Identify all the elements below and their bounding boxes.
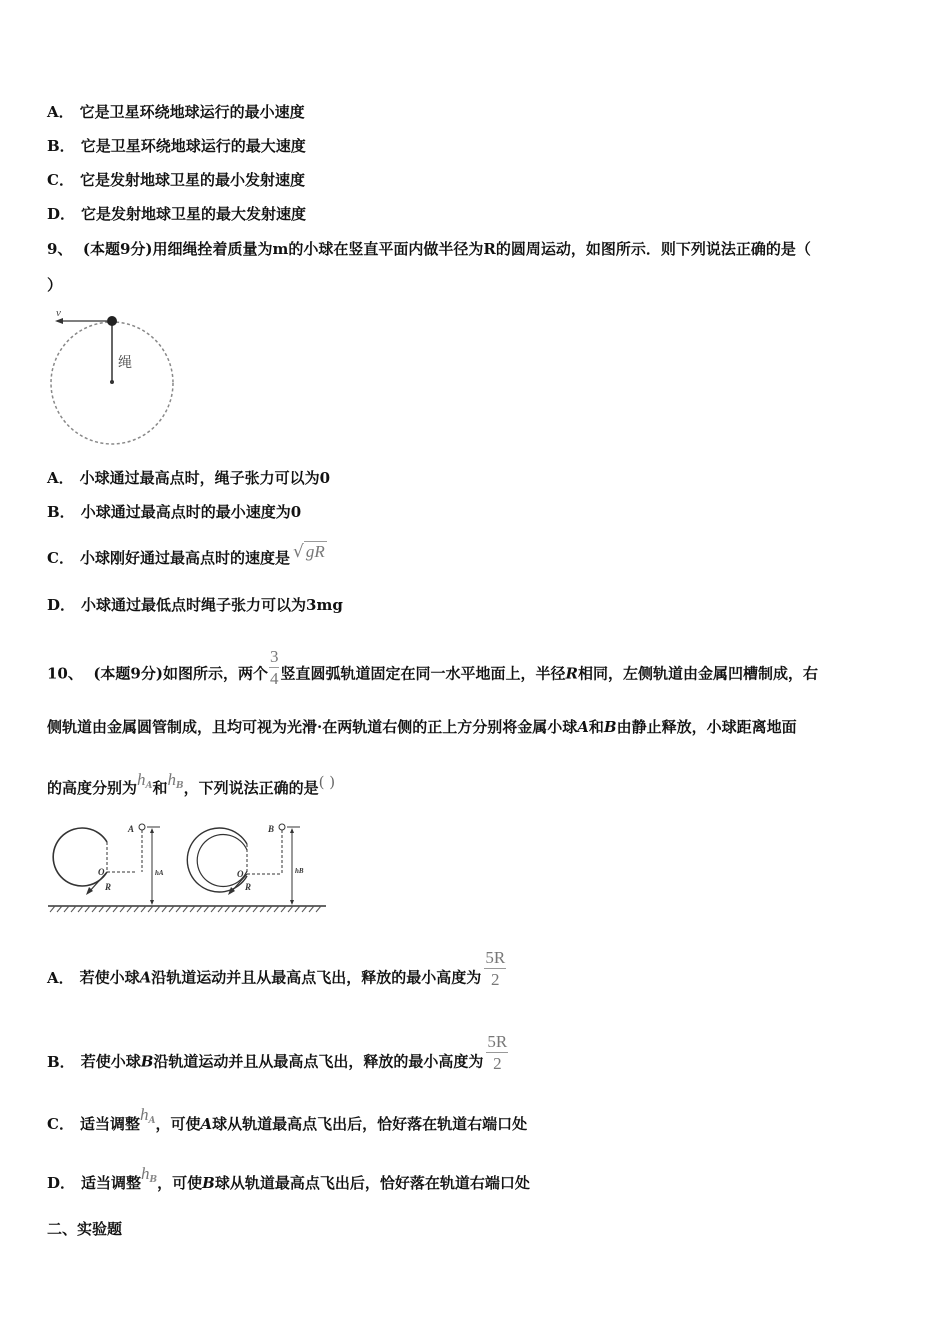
q9-option-b: B． 小球通过最高点时的最小速度为0 (47, 503, 302, 521)
fraction-three-quarters: $\frac{3}{4}$ (269, 647, 279, 688)
hB-inline: $h_B$ (141, 1164, 158, 1185)
q8-option-b: B． 它是卫星环绕地球运行的最大速度 (47, 137, 306, 155)
q10-option-c: C． 适当调整$h_A$，可使A球从轨道最高点飞出后，恰好落在轨道右端口处 (47, 1105, 528, 1133)
q9-stem: 9、 (本题9分)用细绳拴着质量为m的小球在竖直平面内做半径为R的圆周运动，如图所示．则下列说法正确的是（ (47, 240, 811, 258)
q9-option-c: C． 小球刚好通过最高点时的速度是 √ gR (47, 542, 325, 567)
left-ball-A (139, 824, 145, 830)
left-height-label: hA (155, 869, 164, 877)
q10-option-d: D． 适当调整$h_B$，可使B球从轨道最高点飞出后，恰好落在轨道右端口处 (47, 1164, 530, 1192)
rope-label: 绳 (118, 355, 132, 371)
right-height-label: hB (295, 867, 304, 875)
center-dot (110, 380, 114, 384)
fraction-5R-over-2: $\frac{5R}{2}$ (485, 948, 506, 989)
hB: $h_B$ (167, 770, 184, 791)
right-center-label: O (237, 869, 244, 879)
q9-option-a: A． 小球通过最高点时，绳子张力可以为0 (47, 469, 331, 487)
hA: $h_A$ (137, 770, 153, 791)
q8-option-d: D． 它是发射地球卫星的最大发射速度 (47, 205, 307, 223)
q10-option-a: A． 若使小球A沿轨道运动并且从最高点飞出，释放的最小高度为 $\frac{5R}{2}$ (47, 948, 506, 989)
q9-stem-end: ） (47, 276, 63, 294)
q10-stem-line1: 10、 (本题9分)如图所示，两个 $\frac{3}{4}$ 竖直圆弧轨道固定在同一水平地面上，半径R相同，左侧轨道由金属凹槽制成，右 (47, 647, 818, 688)
section-heading: 二、实验题 (47, 1220, 123, 1238)
ground-hatch (50, 906, 321, 912)
fraction-5R-over-2: $\frac{5R}{2}$ (487, 1032, 508, 1073)
q10-stem-line3: 的高度分别为$h_A$和$h_B$，下列说法正确的是( ) (47, 770, 336, 797)
left-height-arrowhead-top (150, 828, 154, 833)
q10-track-figure (46, 818, 328, 916)
left-center-label: O (98, 867, 105, 877)
q9-option-d: D． 小球通过最低点时绳子张力可以为3mg (47, 596, 343, 614)
q8-option-c: C． 它是发射地球卫星的最小发射速度 (47, 171, 305, 189)
left-height-arrowhead-bot (150, 900, 154, 905)
velocity-label: v (56, 307, 61, 319)
right-ball-label: B (268, 824, 275, 834)
right-ball-B (279, 824, 285, 830)
left-ball-label: A (128, 824, 135, 834)
left-radius-label: R (105, 882, 112, 892)
hA-inline: $h_A$ (139, 1105, 156, 1126)
sqrt-gR: √ gR (292, 542, 325, 562)
q10-stem-line2: 侧轨道由金属圆管制成，且均可视为光滑·在两轨道右侧的正上方分别将金属小球A和B由静止释放，小球距离地面 (47, 718, 797, 736)
ball (107, 316, 117, 326)
left-groove-track (53, 828, 107, 886)
q10-option-b: B． 若使小球B沿轨道运动并且从最高点飞出，释放的最小高度为 $\frac{5R}{2}$ (47, 1032, 508, 1073)
q8-option-a: A． 它是卫星环绕地球运行的最小速度 (47, 103, 305, 121)
right-height-arrowhead-top (290, 828, 294, 833)
q9-circle-figure (46, 303, 186, 448)
right-height-arrowhead-bot (290, 900, 294, 905)
right-radius-label: R (245, 882, 252, 892)
